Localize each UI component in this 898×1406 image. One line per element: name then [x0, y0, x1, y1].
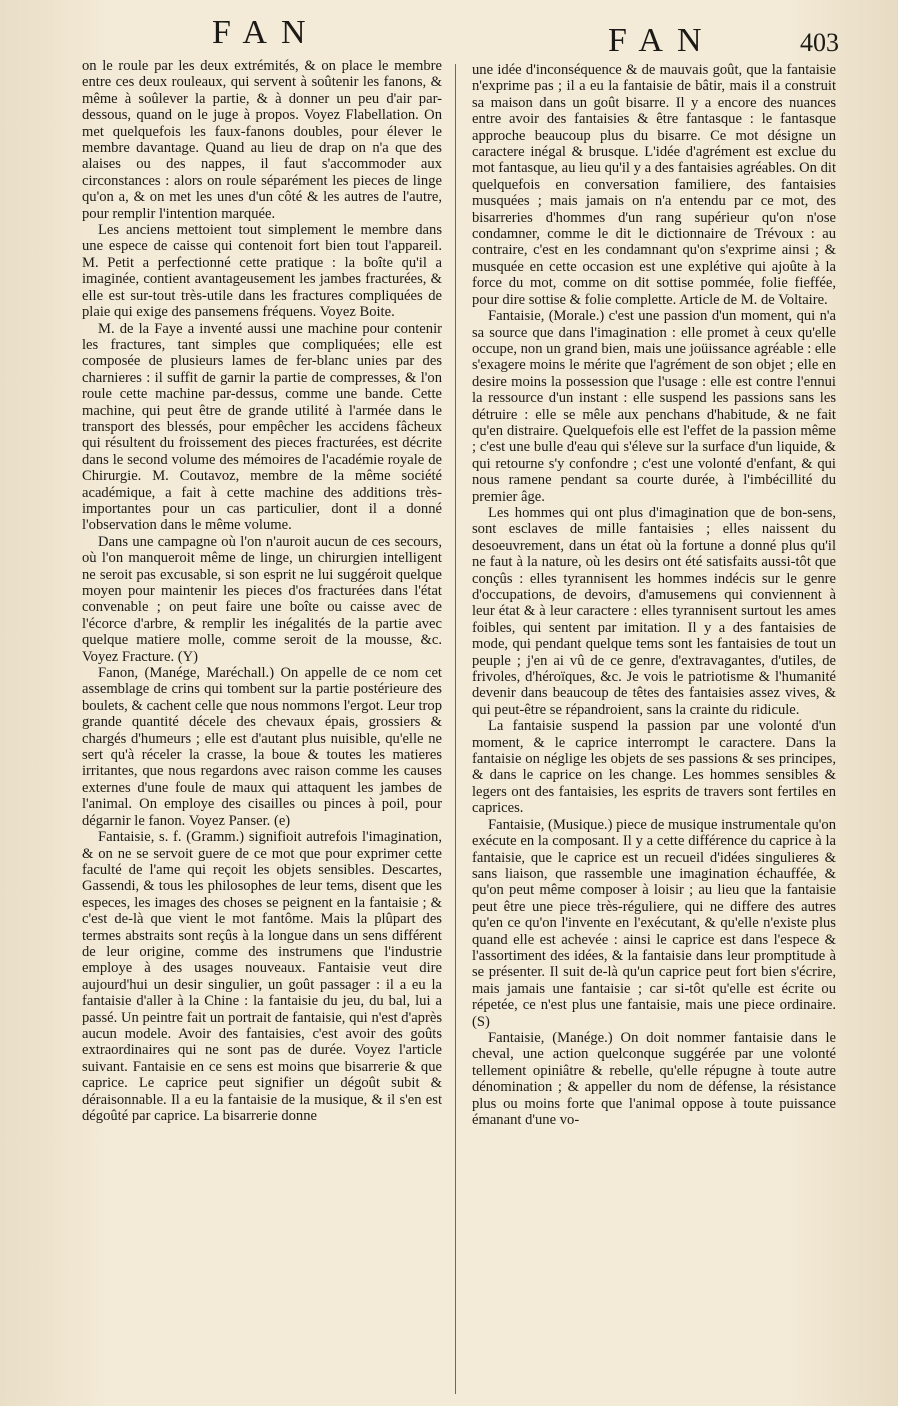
- running-head-left: FAN: [212, 14, 320, 51]
- entry-fantaisie-musique: Fantaisie, (Musique.) piece de musique instrumentale qu'on exécute en la composant. Il y a cette différence du caprice à la fantaisie, que le caprice est un recueil d'idées singulieres & sans liaison, que rassemble une imagination échauffée, & qu'on peut même composer à loisir ; au lieu que la fantaisie peut être une piece très-réguliere, qui ne differe des autres qu'en ce qu'on l'invente en l'exécutant, & qu'elle n'existe plus quand elle est achevée : ainsi le caprice est dans l'espece & l'assortiment des idées, & la fantaisie dans leur promptitude à se présenter. Il suit de-là qu'un caprice peut fort bien s'écrire, mais jamais une fantaisie ; car si-tôt qu'elle est écrite ou répetée, ce n'est plus une fantaisie, mais une piece ordinaire. (S): [472, 816, 836, 1030]
- entry-fantaisie-gramm: Fantaisie, s. f. (Gramm.) signifioit autrefois l'imagination, & on ne se servoit guere de ce mot que pour exprimer cette faculté de l'ame qui reçoit les objets sensibles. Descartes, Gassendi, & tous les philosophes de leur tems, disent que les especes, les images des choses se peignent en la fantaisie ; & c'est de-là que vient le mot fantôme. Mais la plûpart des termes abstraits sont reçûs à la longue dans un sens différent de leur origine, comme des instrumens que l'industrie employe à des usages nouveaux. Fantaisie veut dire aujourd'hui un desir singulier, un goût passager : il a eu la fantaisie d'aller à la Chine : la fantaisie du jeu, du bal, lui a passé. Un peintre fait un portrait de fantaisie, qui n'est d'après aucun modele. Avoir des fantaisies, c'est avoir des goûts extraordinaires qui ne sont pas de durée. Voyez l'article suivant. Fantaisie en ce sens est moins que bisarrerie & que caprice. Le caprice peut signifier un dégoût subit & déraisonnable. Il a eu la fantaisie de la musique, & il s'en est dégoûté par caprice. La bisarrerie donne: [82, 829, 442, 1124]
- entry-fantaisie-morale: Fantaisie, (Morale.) c'est une passion d'un moment, qui n'a sa source que dans l'imagination : elle promet à ceux qu'elle occupe, non un grand bien, mais une joüissance agréable : elle s'exagere moins le mérite que l'agrément de son objet ; elle en desire moins la possession que l'usage : elle est contre l'ennui la ressource d'un instant : elle suspend les passions sans les détruire : elle se mêle aux penchans d'habitude, & ne fait qu'en distraire. Quelquefois elle est l'effet de la passion même ; c'est une bulle d'eau qui s'éleve sur la surface d'un liquide, & qui retourne s'y confondre ; c'est une volonté d'enfant, & qui nous ramene pendant sa courte durée, à l'imbécillité du premier âge.: [472, 308, 836, 505]
- page-number: 403: [800, 28, 839, 57]
- entry-fantaisie-manege: Fantaisie, (Manége.) On doit nommer fantaisie dans le cheval, une action quelconque suggérée par une volonté tellement opiniâtre & rebelle, qu'elle répugne à toute autre dénomination ; & appeller du nom de défense, la résistance plus ou moins forte que l'animal oppose à toute puissance émanant d'une vo-: [472, 1029, 836, 1128]
- paragraph: on le roule par les deux extrémités, & on place le membre entre ces deux rouleaux, qui servent à soûtenir les fanons, & même à soûlever la partie, & à donner un peu d'air par-dessous, quand on le juge à propos. Voyez Flabellation. On met quelquefois les faux-fanons doubles, pour élever le membre davantage. Quand au lieu de drap on n'a que des alaises ou des nappes, il faut s'accommoder aux circonstances : alors on roule séparément les pieces de linge qu'on a, & on met les unes d'un côté & les autres de l'autre, pour remplir l'intention marquée.: [82, 58, 442, 222]
- running-head-right: FAN: [608, 22, 716, 59]
- paragraph: Les anciens mettoient tout simplement le membre dans une espece de caisse qui contenoit fort bien tout l'appareil. M. Petit a perfectionné cette pratique : la boîte qu'il a imaginée, contient avantageusement les jambes fracturées, & elle est sur-tout très-utile dans les fractures compliquées de plaie qui exige des pansemens fréquens. Voyez Boite.: [82, 222, 442, 321]
- paragraph: Dans une campagne où l'on n'auroit aucun de ces secours, où l'on manqueroit même de linge, un chirurgien intelligent ne seroit pas excusable, si son esprit ne lui suggéroit quelque moyen pour maintenir les pieces d'os fracturées dans l'état convenable ; on peut faire une boîte ou caisse avec de l'écorce d'arbre, & remplir les inégalités de la partie avec quelque matiere molle, comme seroit de la mousse, &c. Voyez Fracture. (Y): [82, 533, 442, 665]
- paragraph: M. de la Faye a inventé aussi une machine pour contenir les fractures, tant simples que compliquées; elle est composée de plusieurs lames de fer-blanc unies par des charnieres : il suffit de garnir la partie de compresses, & l'on roule cette machine par-dessus, comme une bande. Cette machine, qui peut être de grande utilité à l'armée dans le transport des blessés, pour empêcher les accidens fâcheux qui résultent du froissement des pieces fracturées, est décrite dans le second volume des mémoires de l'académie royale de Chirurgie. M. Coutavoz, membre de la même société académique, a fait à cette machine des additions très-importantes pour un cas particulier, dont il a donné l'observation dans le même volume.: [82, 320, 442, 534]
- column-rule: [455, 64, 456, 1394]
- paragraph: une idée d'inconséquence & de mauvais goût, que la fantaisie n'exprime pas ; il a eu la fantaisie de bâtir, mais il a construit sa maison dans un goût bisarre. Il y a encore des nuances entre avoir des fantaisies & être fantasque : le fantasque approche beaucoup plus du bisarre. Ce mot désigne un caractere inégal & brusque. L'idée d'agrément est exclue du mot fantasque, au lieu qu'il y a des fantaisies agréables. On dit quelquefois en conversation familiere, des fantaisies musquées ; mais jamais on n'a entendu par ce mot, des bisarreries d'hommes d'un rang supérieur qu'on n'ose condamner, comme le dit le dictionnaire de Trévoux : au contraire, c'est en les condamnant qu'on s'exprime ainsi ; & musquée en cette occasion est une explétive qui ajoûte à la force du mot, comme on dit sottise pommée, folie fieffée, pour dire sottise & folie complette. Article de M. de Voltaire.: [472, 62, 836, 308]
- entry-fanon-manege: Fanon, (Manége, Maréchall.) On appelle de ce nom cet assemblage de crins qui tombent sur la partie postérieure des boulets, & cachent celle que nous nommons l'ergot. Leur trop grande quantité décele des chevaux épais, grossiers & chargés d'humeurs ; elle est d'autant plus nuisible, qu'elle ne sert qu'à réceler la crasse, la boue & toutes les matieres irritantes, que nous regardons avec raison comme les causes externes d'une foule de maux qui attaquent les jambes de l'animal. On employe des cisailles ou pinces à poil, pour dégarnir le fanon. Voyez Panser. (e): [82, 665, 442, 829]
- paragraph: La fantaisie suspend la passion par une volonté d'un moment, & le caprice interrompt le caractere. Dans la fantaisie on néglige les objets de ses passions & ses principes, & dans le caprice on les change. Les hommes sensibles & legers ont des fantaisies, les esprits de travers sont fertiles en caprices.: [472, 718, 836, 817]
- right-column: [472, 62, 836, 1402]
- paragraph: Les hommes qui ont plus d'imagination que de bon-sens, sont esclaves de mille fantaisies ; elles naissent du desoeuvrement, dans un état où la fortune a donné plus qu'il ne faut à la nature, où les desirs ont été satisfaits aussi-tôt que conçûs : elles tyrannisent les hommes indécis sur le genre d'occupations, de devoirs, d'amusemens qui conviennent à leur état & à leur caractere : elles tyrannisent surtout les ames foibles, qui sentent par imitation. Il y a des fantaisies de mode, qui pendant quelque tems sont les fantaisies de tout un peuple ; j'en ai vû de ce genre, d'extravagantes, d'utiles, de frivoles, d'héroïques, &c. Je vois le patriotisme & l'humanité devenir dans beaucoup de têtes des fantaisies assez vives, & qui peut-être se répandroient, sans la crainte du ridicule.: [472, 504, 836, 718]
- left-column: [82, 58, 442, 1398]
